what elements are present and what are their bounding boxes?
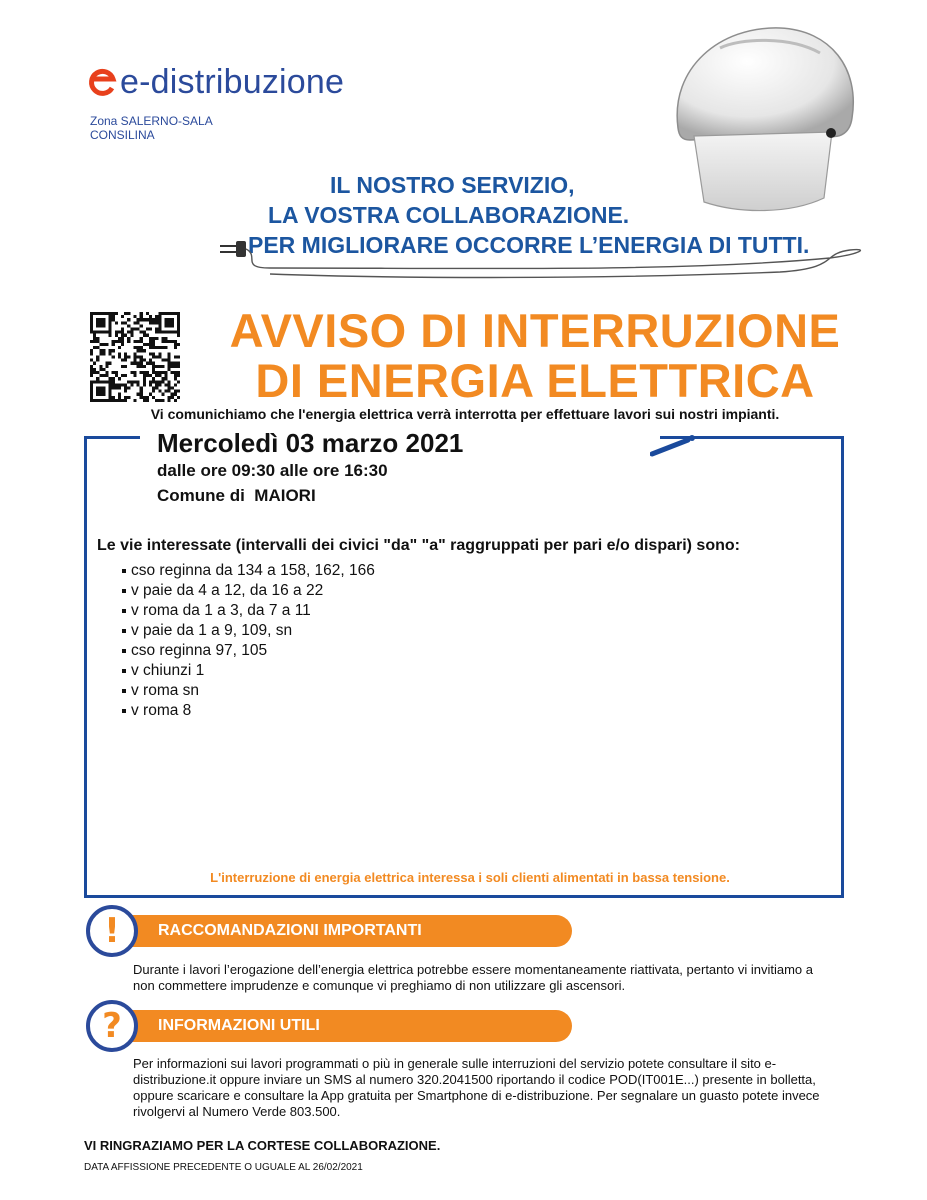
list-item bbox=[122, 681, 375, 701]
street-label: v paie da 1 a 9, 109, sn bbox=[131, 622, 293, 639]
low-voltage-note: L'interruzione di energia elettrica interessa i soli clienti alimentati in bassa tensione. bbox=[210, 870, 730, 885]
comune-label: Comune di MAIORI bbox=[157, 486, 316, 505]
slogan-line-2: LA VOSTRA COLLABORAZIONE. bbox=[268, 202, 630, 228]
interruption-time: dalle ore 09:30 alle ore 16:30 bbox=[157, 461, 388, 480]
list-item bbox=[122, 701, 375, 721]
interruption-date: Mercoledì 03 marzo 2021 bbox=[157, 428, 464, 458]
bullet-icon bbox=[122, 629, 126, 633]
recommendations-heading: RACCOMANDAZIONI IMPORTANTI bbox=[158, 922, 422, 939]
street-label: v chiunzi 1 bbox=[131, 662, 205, 679]
bullet-icon bbox=[122, 569, 126, 573]
streets-list bbox=[122, 561, 375, 721]
brand-logo bbox=[86, 62, 344, 102]
street-label: v roma da 1 a 3, da 7 a 11 bbox=[131, 602, 311, 619]
slogan-line-3: PER MIGLIORARE OCCORRE L’ENERGIA DI TUTTI. bbox=[248, 232, 810, 258]
list-item bbox=[122, 581, 375, 601]
thanks-text: VI RINGRAZIAMO PER LA CORTESE COLLABORAZIONE. bbox=[84, 1138, 441, 1153]
street-label: v roma sn bbox=[131, 682, 200, 699]
bullet-icon bbox=[122, 689, 126, 693]
logo-text: e-distribuzione bbox=[120, 63, 345, 101]
posting-date: DATA AFFISSIONE PRECEDENTE O UGUALE AL 26/02/2021 bbox=[84, 1162, 363, 1173]
title-line-2: DI ENERGIA ELETTRICA bbox=[255, 354, 815, 407]
zone-label bbox=[90, 114, 250, 142]
pen-icon bbox=[650, 432, 700, 458]
list-item bbox=[122, 621, 375, 641]
bullet-icon bbox=[122, 649, 126, 653]
power-cable-icon bbox=[180, 228, 870, 288]
street-label: v paie da 4 a 12, da 16 a 22 bbox=[131, 582, 324, 599]
zone-line-1: Zona SALERNO-SALA bbox=[90, 114, 213, 128]
slogan-line-1: IL NOSTRO SERVIZIO, bbox=[330, 172, 575, 198]
intro-text: Vi comunichiamo che l'energia elettrica verrà interrotta per effettuare lavori sui nostri impianti. bbox=[150, 406, 780, 422]
list-item bbox=[122, 641, 375, 661]
info-text: Per informazioni sui lavori programmati o più in generale sulle interruzioni del servizio potete consultare il sito e-distribuzione.it oppure inviare un SMS al numero 320.2041500 riportando il codice POD(IT001E...) presente in bolletta, oppure scaricare e consultare la App gratuita per Smartphone di e-distribuzione. Per segnalare un guasto potete invece rivolgervi al Numero Verde 803.500. bbox=[133, 1056, 820, 1119]
bullet-icon bbox=[122, 669, 126, 673]
page-title bbox=[190, 306, 880, 406]
info-heading: INFORMAZIONI UTILI bbox=[158, 1017, 320, 1034]
street-label: cso reginna 97, 105 bbox=[131, 642, 268, 659]
list-item bbox=[122, 561, 375, 581]
bullet-icon bbox=[122, 709, 126, 713]
list-item bbox=[122, 601, 375, 621]
e-distribuzione-logo-icon bbox=[86, 62, 118, 102]
bullet-icon bbox=[122, 609, 126, 613]
street-label: cso reginna da 134 a 158, 162, 166 bbox=[131, 562, 375, 579]
question-icon: ? bbox=[86, 1000, 138, 1052]
title-line-1: AVVISO DI INTERRUZIONE bbox=[229, 304, 841, 357]
street-label: v roma 8 bbox=[131, 702, 192, 719]
recommendations-text: Durante i lavori l’erogazione dell’energia elettrica potrebbe essere momentaneamente riattivata, pertanto vi invitiamo a non commettere imprudenze e comunque vi preghiamo di non utilizzare gli ascensori. bbox=[133, 962, 813, 993]
list-item bbox=[122, 661, 375, 681]
streets-title: Le vie interessate (intervalli dei civici "da" "a" raggruppati per pari e/o dispari) sono: bbox=[97, 537, 740, 554]
qr-code-icon bbox=[90, 312, 180, 402]
zone-line-2: CONSILINA bbox=[90, 128, 155, 142]
exclamation-icon: ! bbox=[86, 905, 138, 957]
bullet-icon bbox=[122, 589, 126, 593]
